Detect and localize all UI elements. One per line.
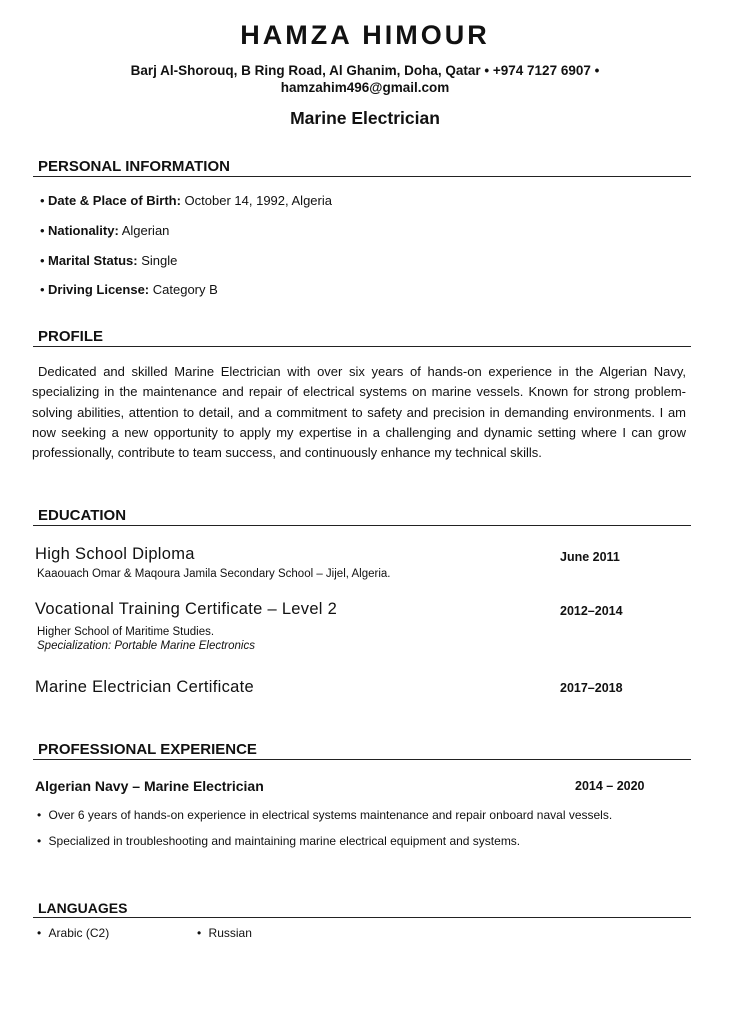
job-role-title: Marine Electrician xyxy=(290,108,440,128)
bullet-icon: • xyxy=(40,282,45,297)
bullet-icon: • xyxy=(40,223,45,238)
education-title: High School Diploma xyxy=(35,545,195,563)
section-heading-label: LANGUAGES xyxy=(38,900,128,916)
bullet-icon: • xyxy=(197,926,202,940)
contact-info xyxy=(40,62,690,96)
bullet-icon: • xyxy=(37,926,42,940)
education-institution: Higher School of Maritime Studies. xyxy=(37,626,215,638)
language-name: Russian xyxy=(208,926,252,940)
profile-summary: Dedicated and skilled Marine Electrician with over six years of hands-on experience in the Algerian Navy, specializing in the maintenance and repair of electrical systems on marine vessels. Known for strong problem-solving abilities, attention to detail, and a commitment to safety and precision in demanding environments. I am now seeking a new opportunity to apply my expertise in a challenging and dynamic setting where I can grow professionally, contribute to team success, and continuously enhance my technical skills. xyxy=(32,364,686,461)
education-date: June 2011 xyxy=(560,550,620,564)
contact-line-address-phone: Barj Al-Shorouq, B Ring Road, Al Ghanim, Doha, Qatar • +974 7127 6907 • xyxy=(130,63,600,78)
education-date: 2012–2014 xyxy=(560,604,623,618)
personal-label: Date & Place of Birth: xyxy=(48,193,181,208)
education-date: 2017–2018 xyxy=(560,681,623,695)
language-item xyxy=(37,926,109,940)
personal-label: Driving License: xyxy=(48,282,150,297)
experience-bullet xyxy=(37,808,612,822)
bullet-icon: • xyxy=(37,808,42,822)
bullet-icon: • xyxy=(40,253,45,268)
personal-label: Nationality: xyxy=(48,223,119,238)
section-heading-education xyxy=(33,506,691,526)
experience-bullet xyxy=(37,834,520,848)
job-title: Algerian Navy – Marine Electrician xyxy=(35,778,264,794)
section-heading-profile xyxy=(33,327,691,347)
language-name: Arabic (C2) xyxy=(48,926,110,940)
section-heading-personal-information xyxy=(33,157,691,177)
language-item xyxy=(197,926,252,940)
section-heading-label: PERSONAL INFORMATION xyxy=(38,158,230,175)
education-title: Marine Electrician Certificate xyxy=(35,678,254,696)
section-heading-label: PROFESSIONAL EXPERIENCE xyxy=(38,741,257,758)
candidate-name: HAMZA HIMOUR xyxy=(240,20,490,50)
experience-bullet-text: Over 6 years of hands-on experience in electrical systems maintenance and repair onboard naval vessels. xyxy=(48,808,613,822)
section-heading-professional-experience xyxy=(33,740,691,760)
section-heading-label: PROFILE xyxy=(38,328,104,345)
section-heading-label: EDUCATION xyxy=(38,507,127,524)
education-specialization: Specialization: Portable Marine Electronics xyxy=(37,640,255,652)
experience-bullet-text: Specialized in troubleshooting and maintaining marine electrical equipment and systems. xyxy=(48,834,521,848)
education-institution: Kaaouach Omar & Maqoura Jamila Secondary School – Jijel, Algeria. xyxy=(37,568,391,580)
job-date: 2014 – 2020 xyxy=(575,779,645,793)
personal-value: Category B xyxy=(152,282,218,297)
personal-value: Single xyxy=(141,253,178,268)
personal-value: October 14, 1992, Algeria xyxy=(184,193,332,208)
contact-line-email: hamzahim496@gmail.com xyxy=(280,80,450,95)
education-title: Vocational Training Certificate – Level 2 xyxy=(35,600,338,618)
section-heading-languages xyxy=(33,898,691,918)
personal-label: Marital Status: xyxy=(48,253,138,268)
personal-value: Algerian xyxy=(121,223,170,238)
bullet-icon: • xyxy=(40,193,45,208)
bullet-icon: • xyxy=(37,834,42,848)
